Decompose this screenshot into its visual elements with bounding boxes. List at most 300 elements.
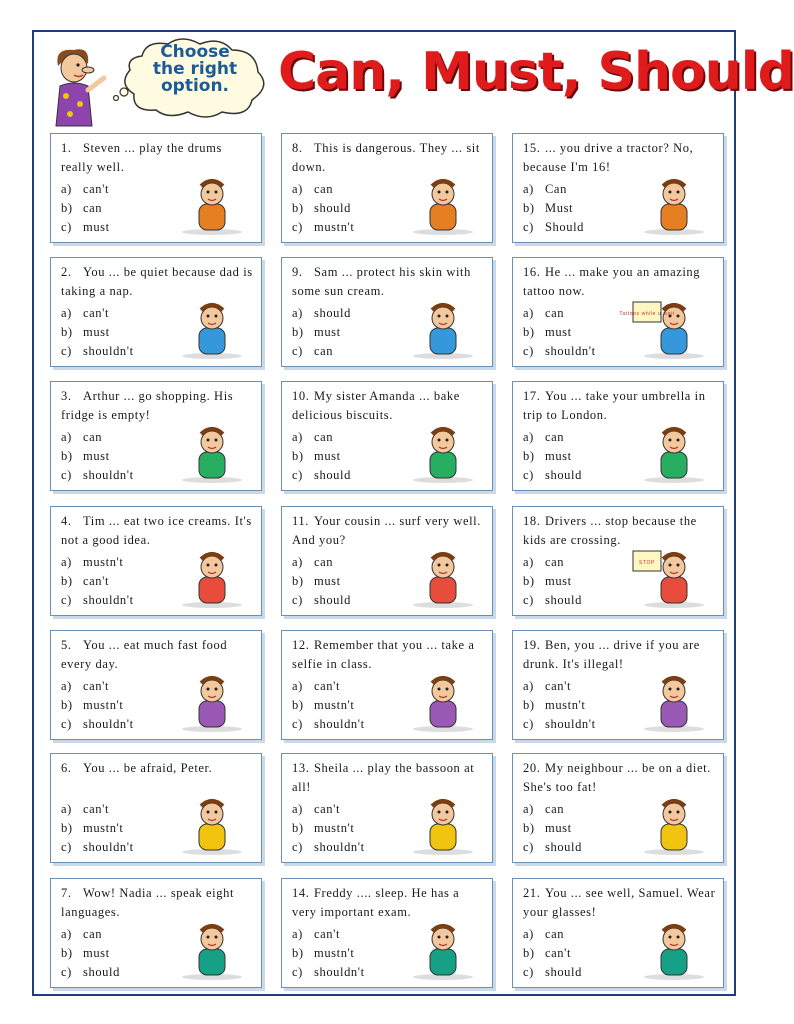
girl-languages-icon — [169, 919, 255, 981]
selfie-girl-icon — [400, 671, 486, 733]
boy-ice-creams-icon — [169, 547, 255, 609]
option-letter: b) — [523, 449, 535, 463]
question-card — [281, 506, 493, 616]
option-letter: c) — [523, 344, 534, 358]
option-text: can't — [314, 679, 341, 693]
bassoon-player-icon — [400, 794, 486, 856]
option-text: shouldn't — [545, 344, 596, 358]
option-text: can't — [545, 946, 572, 960]
answer-option[interactable] — [523, 428, 582, 447]
answer-option[interactable] — [523, 323, 596, 342]
answer-option[interactable] — [292, 800, 365, 819]
option-letter: a) — [61, 927, 72, 941]
question-card — [512, 133, 724, 243]
answer-option[interactable] — [292, 428, 351, 447]
answer-option[interactable] — [61, 591, 134, 610]
answer-option[interactable] — [61, 323, 134, 342]
question-number: 13. — [292, 761, 310, 775]
option-text: must — [545, 574, 572, 588]
instruction-line-2: the right — [152, 59, 238, 79]
option-text: can't — [83, 182, 110, 196]
answer-option[interactable] — [292, 696, 365, 715]
question-card — [281, 133, 493, 243]
question-card — [512, 630, 724, 740]
option-letter: c) — [292, 593, 303, 607]
question-text-block — [523, 512, 717, 550]
answer-option[interactable] — [292, 715, 365, 734]
question-card — [50, 878, 262, 988]
question-card — [50, 753, 262, 863]
question-number: 14. — [292, 886, 310, 900]
surfer-icon — [400, 547, 486, 609]
question-text-block — [61, 139, 255, 177]
question-text: Steven ... play the drums really well. — [61, 141, 222, 174]
option-letter: b) — [523, 698, 535, 712]
answer-option[interactable] — [523, 447, 582, 466]
studying-boy-icon — [400, 919, 486, 981]
question-number: 20. — [523, 761, 541, 775]
option-text: should — [545, 593, 582, 607]
question-card — [50, 506, 262, 616]
option-letter: a) — [61, 555, 72, 569]
question-card — [512, 506, 724, 616]
answer-option[interactable] — [61, 963, 120, 982]
answer-options — [61, 677, 134, 734]
option-text: should — [314, 468, 351, 482]
question-card — [281, 257, 493, 367]
answer-options — [61, 304, 134, 361]
question-text-block — [292, 636, 486, 674]
question-text-block — [292, 139, 486, 177]
question-text-block — [523, 636, 717, 674]
option-letter: c) — [523, 468, 534, 482]
question-text-block — [61, 387, 255, 425]
question-card — [281, 753, 493, 863]
answer-option[interactable] — [292, 838, 365, 857]
answer-options — [292, 553, 351, 610]
option-text: mustn't — [314, 946, 355, 960]
option-text: should — [545, 468, 582, 482]
option-letter: c) — [61, 840, 72, 854]
answer-options — [523, 800, 582, 857]
option-letter: a) — [523, 306, 534, 320]
option-text: can — [314, 555, 334, 569]
answer-option[interactable] — [61, 342, 134, 361]
option-letter: c) — [523, 593, 534, 607]
question-text-block — [61, 759, 255, 778]
answer-option[interactable] — [61, 696, 134, 715]
answer-option[interactable] — [523, 715, 596, 734]
answer-options — [523, 925, 582, 982]
answer-option[interactable] — [523, 944, 582, 963]
answer-option[interactable] — [61, 553, 134, 572]
option-text: can — [545, 306, 565, 320]
answer-option[interactable] — [292, 925, 365, 944]
option-text: mustn't — [83, 698, 124, 712]
answer-option[interactable] — [523, 677, 596, 696]
answer-option[interactable] — [523, 304, 596, 323]
option-text: mustn't — [83, 821, 124, 835]
question-text: Remember that you ... take a selfie in class. — [292, 638, 475, 671]
question-number: 12. — [292, 638, 310, 652]
answer-option[interactable] — [523, 180, 584, 199]
question-text: You ... be afraid, Peter. — [83, 761, 213, 775]
answer-option[interactable] — [292, 677, 365, 696]
question-card — [512, 257, 724, 367]
option-text: must — [314, 325, 341, 339]
answer-option[interactable] — [523, 553, 582, 572]
option-text: must — [545, 821, 572, 835]
option-text: mustn't — [314, 698, 355, 712]
option-text: mustn't — [314, 220, 355, 234]
sign-text: STOP — [639, 560, 655, 566]
option-letter: a) — [61, 306, 72, 320]
answer-options — [523, 677, 596, 734]
option-letter: b) — [523, 946, 535, 960]
question-text: Freddy .... sleep. He has a very important exam. — [292, 886, 460, 919]
option-text: can — [314, 344, 334, 358]
option-text: must — [83, 220, 110, 234]
tractor-icon — [631, 174, 717, 236]
option-letter: b) — [292, 698, 304, 712]
answer-options — [523, 553, 582, 610]
question-text-block — [61, 512, 255, 550]
option-text: mustn't — [83, 555, 124, 569]
option-letter: b) — [292, 201, 304, 215]
answer-options — [523, 428, 582, 485]
answer-option[interactable] — [61, 838, 134, 857]
question-text-block — [61, 263, 255, 301]
option-text: can't — [83, 306, 110, 320]
answer-option[interactable] — [61, 925, 120, 944]
answer-option[interactable] — [523, 218, 584, 237]
question-text: You ... take your umbrella in trip to London. — [523, 389, 706, 422]
option-letter: c) — [523, 965, 534, 979]
drummer-icon — [169, 174, 255, 236]
answer-option[interactable] — [61, 447, 134, 466]
option-letter: a) — [523, 555, 534, 569]
question-text: My sister Amanda ... bake delicious biscuits. — [292, 389, 460, 422]
answer-option[interactable] — [292, 591, 351, 610]
answer-option[interactable] — [292, 466, 351, 485]
answer-option[interactable] — [523, 199, 584, 218]
option-text: shouldn't — [314, 965, 365, 979]
answer-option[interactable] — [61, 199, 110, 218]
answer-option[interactable] — [292, 819, 365, 838]
option-letter: b) — [61, 201, 73, 215]
answer-option[interactable] — [292, 553, 351, 572]
question-text: My neighbour ... be on a diet. She's too fat! — [523, 761, 711, 794]
option-letter: a) — [61, 802, 72, 816]
question-text-block — [292, 884, 486, 922]
answer-option[interactable] — [292, 447, 351, 466]
question-number: 9. — [292, 265, 303, 279]
question-text: He ... make you an amazing tattoo now. — [523, 265, 701, 298]
question-card — [281, 630, 493, 740]
question-card — [512, 878, 724, 988]
option-text: Should — [545, 220, 585, 234]
option-text: must — [83, 946, 110, 960]
answer-option[interactable] — [61, 304, 134, 323]
answer-option[interactable] — [523, 925, 582, 944]
crossing-guard-icon — [631, 547, 717, 609]
man-glasses-icon — [631, 919, 717, 981]
option-letter: a) — [292, 306, 303, 320]
option-letter: c) — [523, 840, 534, 854]
neighbour-icon — [631, 794, 717, 856]
option-letter: c) — [292, 344, 303, 358]
option-text: shouldn't — [314, 840, 365, 854]
answer-options — [61, 180, 110, 237]
answer-options — [292, 428, 351, 485]
answer-option[interactable] — [292, 218, 355, 237]
answer-option[interactable] — [61, 715, 134, 734]
answer-option[interactable] — [523, 572, 582, 591]
question-text: Tim ... eat two ice creams. It's not a good idea. — [61, 514, 252, 547]
question-text-block — [61, 636, 255, 674]
question-text-block — [523, 139, 717, 177]
question-card — [512, 753, 724, 863]
answer-option[interactable] — [292, 323, 351, 342]
answer-options — [61, 800, 134, 857]
option-letter: a) — [292, 555, 303, 569]
afraid-man-door-icon — [169, 794, 255, 856]
option-letter: b) — [292, 821, 304, 835]
option-text: should — [314, 306, 351, 320]
option-letter: b) — [61, 821, 73, 835]
option-letter: b) — [292, 946, 304, 960]
option-letter: c) — [61, 220, 72, 234]
answer-option[interactable] — [523, 591, 582, 610]
option-text: shouldn't — [545, 717, 596, 731]
option-letter: a) — [292, 182, 303, 196]
option-text: must — [314, 574, 341, 588]
option-letter: b) — [61, 325, 73, 339]
option-letter: b) — [292, 574, 304, 588]
question-number: 1. — [61, 141, 72, 155]
question-number: 15. — [523, 141, 541, 155]
question-text: Arthur ... go shopping. His fridge is empty! — [61, 389, 234, 422]
empty-fridge-icon — [169, 422, 255, 484]
question-text: Ben, you ... drive if you are drunk. It's illegal! — [523, 638, 700, 671]
option-text: can — [314, 430, 334, 444]
answer-option[interactable] — [523, 963, 582, 982]
option-text: should — [83, 965, 120, 979]
answer-option[interactable] — [523, 342, 596, 361]
option-letter: a) — [61, 679, 72, 693]
option-text: can't — [314, 802, 341, 816]
option-text: can — [83, 927, 103, 941]
option-text: can't — [83, 802, 110, 816]
answer-option[interactable] — [523, 838, 582, 857]
question-card — [50, 630, 262, 740]
answer-option[interactable] — [292, 944, 365, 963]
option-letter: a) — [292, 927, 303, 941]
answer-option[interactable] — [292, 342, 351, 361]
option-letter: b) — [523, 201, 535, 215]
option-text: should — [545, 965, 582, 979]
option-text: can't — [83, 679, 110, 693]
question-card — [50, 257, 262, 367]
page-title: Can, Must, Should — [278, 42, 794, 102]
answer-option[interactable] — [523, 800, 582, 819]
option-letter: c) — [292, 965, 303, 979]
question-number: 2. — [61, 265, 72, 279]
answer-option[interactable] — [292, 180, 355, 199]
option-letter: b) — [523, 325, 535, 339]
option-letter: a) — [292, 679, 303, 693]
option-text: can — [83, 201, 103, 215]
question-text: Wow! Nadia ... speak eight languages. — [61, 886, 235, 919]
instruction-text — [140, 44, 250, 95]
question-text-block — [523, 759, 717, 797]
answer-option[interactable] — [61, 218, 110, 237]
option-letter: c) — [61, 593, 72, 607]
girl-biscuits-icon — [400, 422, 486, 484]
answer-options — [523, 180, 584, 237]
option-letter: c) — [523, 220, 534, 234]
answer-option[interactable] — [61, 819, 134, 838]
option-letter: b) — [61, 946, 73, 960]
sign-icon — [633, 551, 661, 571]
question-text: Drivers ... stop because the kids are crossing. — [523, 514, 697, 547]
answer-options — [292, 677, 365, 734]
answer-options — [292, 800, 365, 857]
option-text: mustn't — [545, 698, 586, 712]
question-text-block — [292, 387, 486, 425]
question-number: 16. — [523, 265, 541, 279]
answer-options — [523, 304, 596, 361]
sleeping-man-icon — [169, 298, 255, 360]
option-letter: a) — [61, 430, 72, 444]
answer-option[interactable] — [523, 819, 582, 838]
option-text: can — [83, 430, 103, 444]
option-text: can't — [83, 574, 110, 588]
question-text-block — [292, 263, 486, 301]
question-number: 10. — [292, 389, 310, 403]
option-text: can — [314, 182, 334, 196]
answer-option[interactable] — [61, 428, 134, 447]
fast-food-boy-icon — [169, 671, 255, 733]
answer-option[interactable] — [523, 466, 582, 485]
option-text: shouldn't — [83, 840, 134, 854]
option-text: should — [314, 593, 351, 607]
option-letter: c) — [292, 220, 303, 234]
question-text-block — [523, 263, 717, 301]
answer-options — [61, 553, 134, 610]
question-number: 4. — [61, 514, 72, 528]
option-text: mustn't — [314, 821, 355, 835]
option-letter: c) — [61, 717, 72, 731]
option-text: Can — [545, 182, 567, 196]
question-text-block — [523, 387, 717, 425]
option-text: shouldn't — [83, 468, 134, 482]
option-text: can't — [314, 927, 341, 941]
question-text: You ... be quiet because dad is taking a nap. — [61, 265, 253, 298]
question-card — [281, 381, 493, 491]
answer-options — [61, 925, 120, 982]
answer-option[interactable] — [292, 199, 355, 218]
question-card — [512, 381, 724, 491]
option-letter: c) — [292, 468, 303, 482]
option-text: shouldn't — [83, 344, 134, 358]
teacher-icon — [44, 44, 114, 130]
question-number: 21. — [523, 886, 541, 900]
option-text: can — [545, 555, 565, 569]
option-text: shouldn't — [83, 593, 134, 607]
answer-option[interactable] — [292, 963, 365, 982]
question-text: Sam ... protect his skin with some sun cream. — [292, 265, 471, 298]
option-text: must — [83, 449, 110, 463]
option-text: must — [83, 325, 110, 339]
option-letter: b) — [292, 449, 304, 463]
answer-option[interactable] — [61, 180, 110, 199]
option-letter: a) — [292, 430, 303, 444]
answer-option[interactable] — [292, 572, 351, 591]
option-letter: b) — [523, 574, 535, 588]
question-text-block — [61, 884, 255, 922]
question-text: This is dangerous. They ... sit down. — [292, 141, 480, 174]
option-letter: a) — [292, 802, 303, 816]
answer-option[interactable] — [61, 572, 134, 591]
question-number: 18. — [523, 514, 541, 528]
sunbather-icon — [400, 298, 486, 360]
answer-option[interactable] — [61, 466, 134, 485]
question-number: 19. — [523, 638, 541, 652]
question-card — [50, 133, 262, 243]
option-text: can — [545, 927, 565, 941]
option-letter: c) — [292, 840, 303, 854]
instruction-line-1: Choose — [160, 42, 230, 62]
option-letter: b) — [61, 574, 73, 588]
question-text: Your cousin ... surf very well. And you? — [292, 514, 481, 547]
question-number: 8. — [292, 141, 303, 155]
crowded-car-icon — [400, 174, 486, 236]
option-letter: c) — [292, 717, 303, 731]
option-text: can — [545, 802, 565, 816]
answer-option[interactable] — [292, 304, 351, 323]
drunk-driver-icon — [631, 671, 717, 733]
option-letter: a) — [61, 182, 72, 196]
option-text: shouldn't — [83, 717, 134, 731]
question-text: You ... eat much fast food every day. — [61, 638, 228, 671]
answer-option[interactable] — [523, 696, 596, 715]
option-letter: a) — [523, 679, 534, 693]
answer-option[interactable] — [61, 677, 134, 696]
answer-option[interactable] — [61, 944, 120, 963]
question-number: 7. — [61, 886, 72, 900]
question-number: 6. — [61, 761, 72, 775]
option-letter: b) — [61, 449, 73, 463]
option-text: should — [314, 201, 351, 215]
option-text: should — [545, 840, 582, 854]
option-text: must — [314, 449, 341, 463]
tattoo-man-icon — [619, 298, 717, 360]
option-letter: c) — [61, 468, 72, 482]
question-text-block — [523, 884, 717, 922]
worksheet-header — [0, 0, 794, 130]
sign-text: Tattoos while u wait — [619, 311, 675, 317]
option-letter: b) — [292, 325, 304, 339]
option-text: shouldn't — [314, 717, 365, 731]
option-text: can — [545, 430, 565, 444]
question-number: 3. — [61, 389, 72, 403]
option-letter: a) — [523, 927, 534, 941]
question-number: 5. — [61, 638, 72, 652]
option-text: Must — [545, 201, 574, 215]
option-letter: c) — [61, 965, 72, 979]
answer-option[interactable] — [61, 800, 134, 819]
